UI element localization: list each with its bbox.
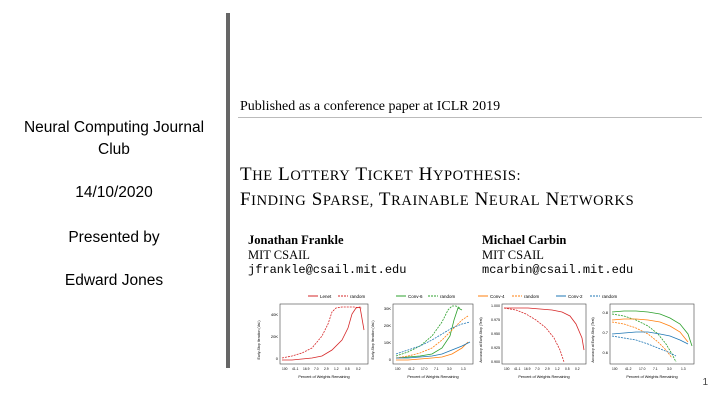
paper-figure-strip — [256, 290, 702, 382]
panel-ytick: 10K — [383, 340, 391, 345]
legend-label: Conv-2 — [568, 294, 583, 299]
series-line-random — [504, 308, 564, 362]
legend-label: random — [350, 294, 366, 299]
panel-ylabel: Early-Stop Iteration (Val.) — [371, 320, 375, 360]
panel-ytick: 40K — [270, 312, 278, 317]
legend-label: random — [524, 294, 540, 299]
panel-xlabel: Percent of Weights Remaining — [626, 375, 678, 379]
figure-legend-conv2 — [556, 294, 618, 299]
presentation-date: 14/10/2020 — [75, 184, 153, 201]
panel-ytick: 0.950 — [491, 332, 500, 336]
panel-xtick: 1.3 — [461, 367, 466, 371]
panel-xtick: 7.1 — [434, 367, 439, 371]
panel-xtick: 0.5 — [345, 367, 350, 371]
panel-ytick: 0.900 — [491, 360, 500, 364]
journal-club-title-line2: Club — [98, 141, 130, 158]
figure-legend-conv4 — [478, 294, 540, 299]
presented-by-label: Presented by — [68, 229, 160, 246]
series-line-random — [282, 307, 362, 358]
panel-xtick: 1.2 — [334, 367, 339, 371]
panel-xtick: 3.0 — [447, 367, 452, 371]
legend-label: random — [440, 294, 456, 299]
legend-label: Lenet — [320, 294, 332, 299]
figure-panel-1 — [257, 304, 368, 379]
panel-xtick: 17.0 — [639, 367, 646, 371]
panel-ylabel: Accuracy at Early-Stop (Test) — [479, 317, 483, 363]
panel-xtick: 0.2 — [575, 367, 580, 371]
panel-xtick: 41.1 — [292, 367, 299, 371]
panel-xtick: 7.1 — [653, 367, 658, 371]
vertical-divider — [226, 13, 230, 368]
panel-ytick: 0 — [388, 357, 391, 362]
panel-xtick: 0.5 — [565, 367, 570, 371]
panel-xticks — [282, 367, 361, 371]
panel-ytick: 20K — [270, 334, 278, 339]
panel-xlabel: Percent of Weights Remaining — [298, 375, 350, 379]
panel-xtick: 100 — [504, 367, 510, 371]
panel-ylabel: Accuracy at Early-Stop (Test) — [591, 317, 595, 363]
panel-xticks — [612, 367, 686, 371]
panel-xtick: 1.2 — [555, 367, 560, 371]
author-email: jfrankle@csail.mit.edu — [248, 263, 407, 277]
series-line-conv2-random — [612, 336, 676, 356]
series-line-conv2-random — [396, 322, 470, 354]
panel-xticks — [504, 367, 580, 371]
panel-ytick: 0 — [275, 356, 278, 361]
panel-ytick: 0.6 — [602, 350, 608, 355]
panel-xtick: 41.2 — [625, 367, 632, 371]
panel-xtick: 1.3 — [681, 367, 686, 371]
series-line-conv6-random — [396, 306, 460, 356]
panel-xtick: 100 — [612, 367, 618, 371]
panel-ytick: 1.000 — [491, 304, 500, 308]
panel-xtick: 17.0 — [421, 367, 428, 371]
figure-legend-conv6 — [396, 294, 456, 299]
slide-left-panel — [0, 0, 228, 405]
legend-label: Conv-4 — [490, 294, 505, 299]
paper-title-line2: FINDING SPARSE, TRAINABLE NEURAL NETWORKS — [240, 189, 635, 210]
author-affiliation: MIT CSAIL — [248, 248, 310, 262]
panel-ytick: 20K — [383, 323, 391, 328]
panel-ytick: 0.925 — [491, 346, 500, 350]
series-line-lenet — [282, 307, 364, 360]
panel-ytick: 0.975 — [491, 318, 500, 322]
author-affiliation: MIT CSAIL — [482, 248, 544, 262]
panel-xtick: 7.0 — [535, 367, 540, 371]
panel-xtick: 16.9 — [524, 367, 531, 371]
panel-ytick: 0.7 — [602, 330, 608, 335]
series-line-conv4-random — [396, 316, 468, 358]
author-email: mcarbin@csail.mit.edu — [482, 263, 634, 277]
panel-xtick: 2.9 — [545, 367, 550, 371]
panel-xlabel: Percent of Weights Remaining — [518, 375, 570, 379]
panel-xticks — [395, 367, 466, 371]
panel-xtick: 100 — [282, 367, 288, 371]
author-block-2 — [482, 233, 633, 278]
paper-title-line1: THE LOTTERY TICKET HYPOTHESIS: — [240, 164, 522, 185]
figure-panel-4 — [591, 304, 694, 379]
author-name: Jonathan Frankle — [248, 233, 344, 247]
panel-ytick: 30K — [383, 306, 391, 311]
panel-xtick: 41.2 — [408, 367, 415, 371]
figure-legend-lenet — [308, 294, 366, 299]
panel-xtick: 100 — [395, 367, 401, 371]
panel-ylabel: Early-Stop Iteration (Val.) — [257, 320, 261, 360]
paper-conference-header: Published as a conference paper at ICLR 2019 — [240, 99, 501, 114]
panel-xtick: 3.0 — [667, 367, 672, 371]
legend-label: random — [602, 294, 618, 299]
panel-xtick: 16.9 — [303, 367, 310, 371]
figure-panel-3 — [479, 304, 586, 379]
panel-ytick: 0.8 — [602, 310, 608, 315]
figure-panel-2 — [371, 304, 473, 379]
legend-label: Conv-6 — [408, 294, 423, 299]
panel-xtick: 7.0 — [314, 367, 319, 371]
panel-frame — [502, 304, 586, 364]
panel-xlabel: Percent of Weights Remaining — [407, 375, 459, 379]
panel-xtick: 2.9 — [324, 367, 329, 371]
slide-number: 1 — [702, 377, 708, 388]
presenter-name: Edward Jones — [64, 272, 164, 289]
series-line-conv2 — [612, 332, 688, 344]
series-line-lenet — [504, 308, 584, 350]
paper-header-rule — [238, 117, 702, 118]
author-block-1 — [248, 233, 406, 278]
author-name: Michael Carbin — [482, 233, 567, 247]
panel-xtick: 0.2 — [356, 367, 361, 371]
panel-xtick: 41.1 — [514, 367, 521, 371]
journal-club-title-line1: Neural Computing Journal — [23, 119, 205, 136]
